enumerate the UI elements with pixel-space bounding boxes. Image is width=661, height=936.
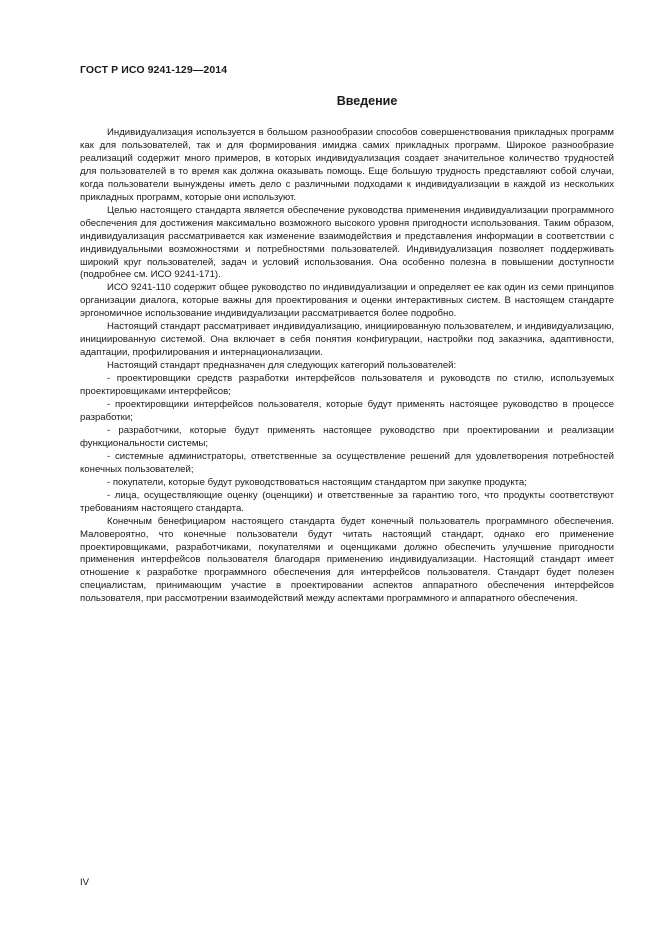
paragraph-iso-9241-110: ИСО 9241-110 содержит общее руководство по индивидуализации и определяет ее как один из семи принципов организации диалога, которые важны для проектирования и оценки интерактивных систем. В настоящем стандарте эргономичное использование индивидуализации рассматривается более подробно. bbox=[80, 282, 614, 320]
list-item: - разработчики, которые будут применять настоящее руководство при проектировании и реализации функциональности системы; bbox=[80, 424, 614, 449]
paragraph-beneficiary: Конечным бенефициаром настоящего стандарта будет конечный пользователь программного обеспечения. Маловероятно, что конечные пользователи будут читать настоящий стандарт, однако его применение проектировщиками, разработчиками, покупателями и оценщиками должно обеспечить улучшение пригодности применения интерфейсов пользователя благодаря применению индивидуализации. Настоящий стандарт имеет отношение к разработке программного обеспечения для интерфейсов пользователя. Стандарт будет полезен специалистам, принимающим участие в проектировании аспектов аппаратного обеспечения интерфейсов пользователя, при рассмотрении взаимодействий между аспектами программного и аппаратного обеспечения. bbox=[80, 515, 614, 605]
list-item: - покупатели, которые будут руководствоваться настоящим стандартом при закупке продукта; bbox=[107, 476, 527, 488]
body-text bbox=[80, 127, 614, 606]
list-item: - системные администраторы, ответственные за осуществление решений для удовлетворения потребностей конечных пользователей; bbox=[80, 450, 614, 475]
page-number: IV bbox=[80, 877, 90, 888]
paragraph-scope: Настоящий стандарт рассматривает индивидуализацию, инициированную пользователем, и индивидуализацию, инициированную системой. Она включает в себя понятия конфигурации, настройки под заказчика, адаптивности, адаптации, профилирования и интернационализации. bbox=[80, 321, 614, 359]
section-title: Введение bbox=[336, 94, 398, 108]
list-item: - проектировщики средств разработки интерфейсов пользователя и руководств по стилю, используемых проектировщиками интерфейсов; bbox=[80, 373, 614, 398]
paragraph-audience-intro: Настоящий стандарт предназначен для следующих категорий пользователей: bbox=[107, 360, 457, 372]
list-item: - лица, осуществляющие оценку (оценщики) и ответственные за гарантию того, что продукты соответствуют требованиям настоящего стандарта. bbox=[80, 489, 614, 514]
paragraph-intro: Индивидуализация используется в большом разнообразии способов совершенствования прикладных программ как для пользователей, так и для формирования имиджа самих прикладных программ. Широкое разнообразие реализаций содержит много примеров, в которых индивидуализация создает значительное количество трудностей для пользователей в то время как должна оказывать помощь. Еще большую трудность представляют собой случаи, когда пользователи вынуждены иметь дело с различными подходами к индивидуализации в каждой из нескольких прикладных программ, которые они используют. bbox=[80, 127, 614, 203]
standard-code-header: ГОСТ Р ИСО 9241-129—2014 bbox=[80, 64, 228, 76]
list-item: - проектировщики интерфейсов пользователя, которые будут применять настоящее руководство в процессе разработки; bbox=[80, 399, 614, 423]
paragraph-goal: Целью настоящего стандарта является обеспечение руководства применения индивидуализации программного обеспечения для достижения максимально возможного высокого уровня пригодности использования. Таким образом, индивидуализация рассматривается как изменение взаимодействия и представления информации в соответствии с индивидуальными возможностями и потребностями пользователей. Индивидуализация позволяет поддерживать широкий круг пользователей, задач и условий использования. Она особенно полезна в повышении доступности (подробнее см. ИСО 9241-171). bbox=[80, 204, 614, 281]
